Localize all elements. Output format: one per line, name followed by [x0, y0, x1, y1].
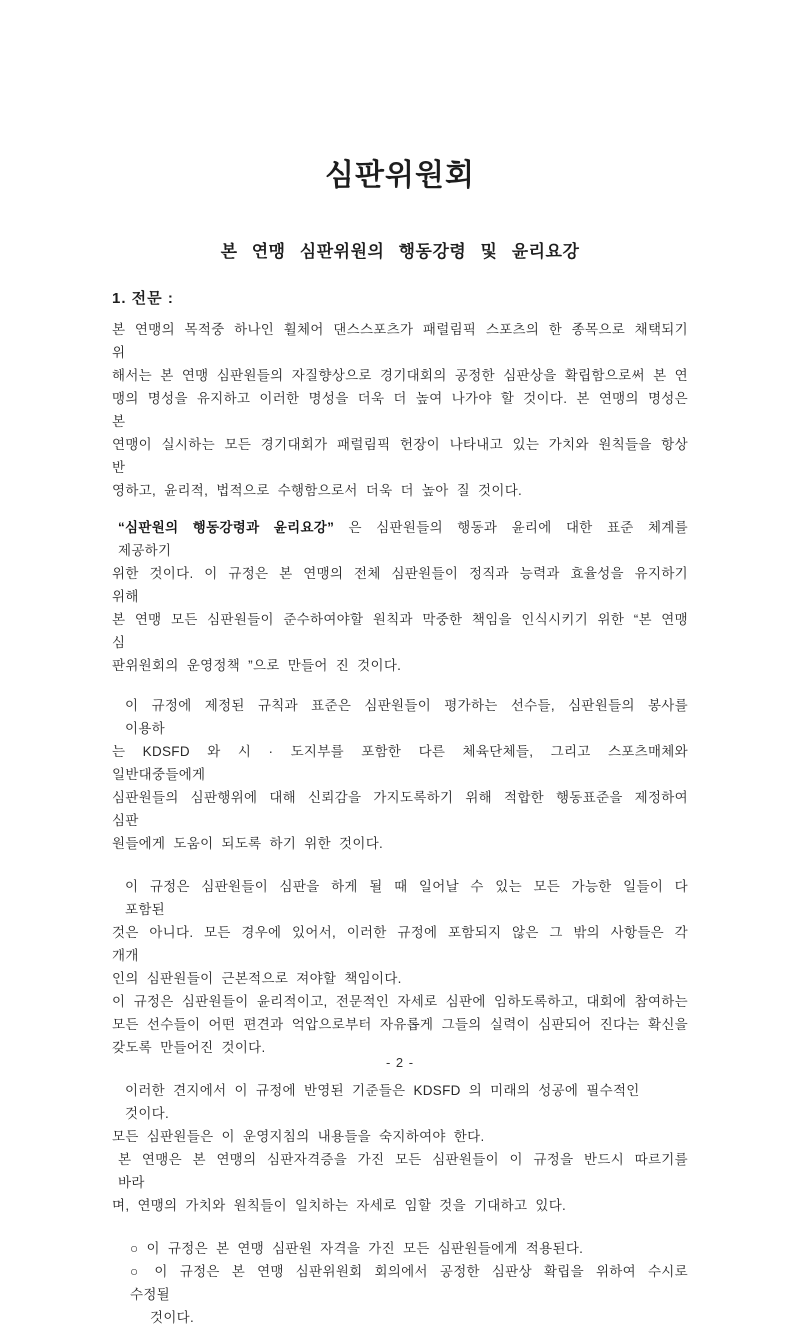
text-line [112, 608, 688, 654]
text-line [112, 562, 688, 608]
text-line [112, 967, 688, 990]
text-segment: 심판원들의 심판행위에 대해 신뢰감을 가지도록하기 위해 적합한 행동표준을 제정하여 심판 [112, 790, 688, 828]
text-segment: 이 규정에 제정된 규칙과 표준은 심판원들이 평가하는 선수들, 심판원들의 봉사를 이용하 [125, 698, 688, 736]
page-number: - 2 - [385, 1055, 415, 1070]
bullet-line [112, 1260, 688, 1306]
bold-lead-text: “심판원의 행동강령과 윤리요강” [118, 520, 335, 535]
text-segment: 이 규정은 심판원들이 심판을 하게 될 때 일어날 수 있는 모든 가능한 일들이 다 포함된 [125, 879, 688, 917]
text-segment: 위한 것이다. 이 규정은 본 연맹의 전체 심판원들이 정직과 능력과 효율성을 유지하기 위해 [112, 566, 688, 604]
text-segment: 것이다. [150, 1310, 195, 1325]
text-line [112, 318, 688, 364]
text-line [112, 516, 688, 562]
text-line [112, 875, 688, 921]
text-line [112, 1013, 688, 1036]
text-segment: 영하고, 윤리적, 법적으로 수행함으로서 더욱 더 높아 질 것이다. [112, 483, 523, 498]
text-line [112, 786, 688, 832]
text-segment: 갖도록 만들어진 것이다. [112, 1040, 266, 1055]
section-heading: 1. 전문 : [112, 290, 174, 307]
preamble-paragraph-3 [112, 694, 688, 855]
page-title: 심판위원회 [325, 159, 475, 192]
bullet-line [112, 1306, 688, 1329]
preamble-paragraph-2 [112, 516, 688, 677]
text-segment: 연맹이 실시하는 모든 경기대회가 패럴림픽 헌장이 나타내고 있는 가치와 원칙들을 항상 반 [112, 437, 688, 475]
preamble-paragraph-1 [112, 318, 688, 502]
text-segment: 은 심판원들의 행동과 윤리에 대한 표준 체계를 제공하기 [118, 520, 688, 558]
text-line [112, 832, 688, 855]
text-line [112, 740, 688, 786]
text-segment: 해서는 본 연맹 심판원들의 자질향상으로 경기대회의 공정한 심판상을 확립함으로써 본 연 [112, 368, 688, 383]
text-line [112, 387, 688, 433]
text-line [112, 654, 688, 677]
text-segment: ○ 이 규정은 본 연맹 심판위원회 회의에서 공정한 심판상 확립을 위하여 수시로 수정될 [130, 1264, 688, 1302]
text-line [112, 433, 688, 479]
text-line [112, 479, 688, 502]
text-line [112, 1125, 688, 1148]
document-body [112, 0, 688, 1329]
text-segment: 맹의 명성을 유지하고 이러한 명성을 더욱 더 높여 나가야 할 것이다. 본 연맹의 명성은 본 [112, 391, 688, 429]
text-segment: 원들에게 도움이 되도록 하기 위한 것이다. [112, 836, 384, 851]
text-line [112, 1194, 688, 1217]
text-segment: 모든 선수들이 어떤 편견과 억압으로부터 자유롭게 그들의 실력이 심판되어 진다는 확신을 [112, 1017, 688, 1032]
text-segment: ○ 이 규정은 본 연맹 심판원 자격을 가진 모든 심판원들에게 적용된다. [130, 1241, 584, 1256]
text-segment: 모든 심판원들은 이 운영지침의 내용들을 숙지하여야 한다. [112, 1129, 485, 1144]
text-segment: 것은 아니다. 모든 경우에 있어서, 이러한 규정에 포함되지 않은 그 밖의 사항들은 각 개개 [112, 925, 688, 963]
text-line [112, 694, 688, 740]
text-segment: 판위원회의 운영정책 ”으로 만들어 진 것이다. [112, 658, 402, 673]
text-segment: 본 연맹은 본 연맹의 심판자격증을 가진 모든 심판원들이 이 규정을 반드시 따르기를 바라 [118, 1152, 688, 1190]
preamble-paragraph-5 [112, 1079, 688, 1217]
text-line [112, 921, 688, 967]
text-line [112, 1079, 688, 1125]
text-segment: 며, 연맹의 가치와 원칙들이 일치하는 자세로 임할 것을 기대하고 있다. [112, 1198, 567, 1213]
text-line [112, 1148, 688, 1194]
bullet-line [112, 1237, 688, 1260]
text-line [112, 990, 688, 1013]
text-segment: 이러한 견지에서 이 규정에 반영된 기준들은 KDSFD 의 미래의 성공에 필수적인 것이다. [125, 1083, 640, 1121]
text-segment: 인의 심판원들이 근본적으로 져야할 책임이다. [112, 971, 402, 986]
text-line [112, 364, 688, 387]
text-segment: 본 연맹의 목적중 하나인 휠체어 댄스스포츠가 패럴림픽 스포츠의 한 종목으로 채택되기 위 [112, 322, 688, 360]
text-segment: 이 규정은 심판원들이 윤리적이고, 전문적인 자세로 심판에 임하도록하고, 대회에 참여하는 [112, 994, 688, 1009]
bullet-list [112, 1237, 688, 1329]
text-segment: 는 KDSFD 와 시 · 도지부를 포함한 다른 체육단체들, 그리고 스포츠매체와 일반대중들에게 [112, 744, 688, 782]
preamble-paragraph-4 [112, 875, 688, 1059]
page-subtitle: 본 연맹 심판위원의 행동강령 및 윤리요강 [220, 242, 580, 261]
text-segment: 본 연맹 모든 심판원들이 준수하여야할 원칙과 막중한 책임을 인식시키기 위한 “본 연맹 심 [112, 612, 688, 650]
